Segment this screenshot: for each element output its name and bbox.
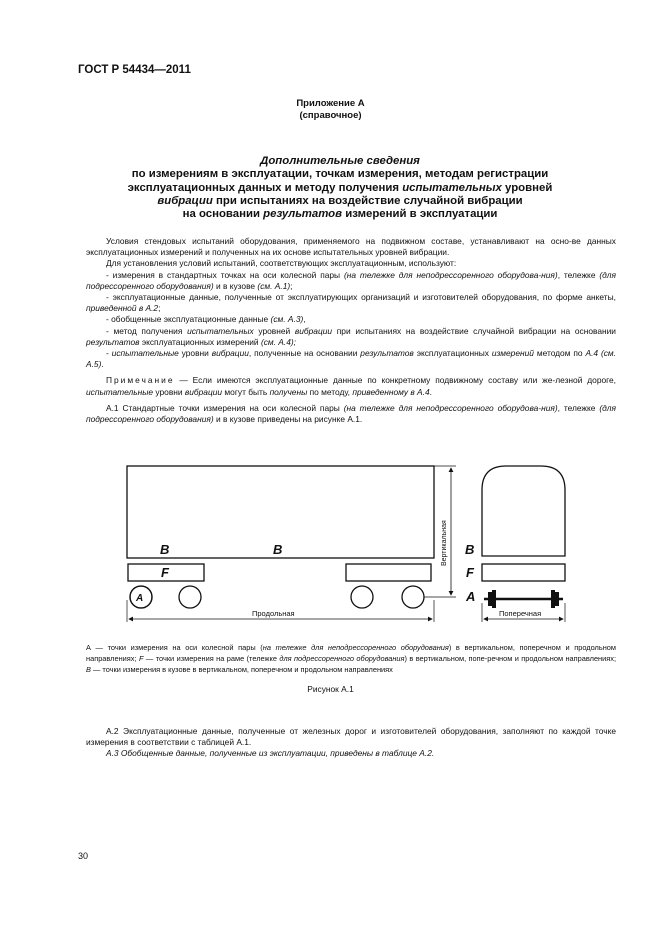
annex-title: Приложение А (296, 98, 365, 109)
paragraph-intro: Условия стендовых испытаний оборудования, применяемого на подвижном составе, устанавливают на осно-ве данных эксплуатационных измерений и полученных на их основе испытательных уровней вибрации. (86, 236, 616, 258)
list-item: - эксплуатационные данные, полученные от эксплуатирующих организаций и изготовителей оборудования, по форме анкеты, приведенной в А.2; (86, 292, 616, 314)
note: Примечание — Если имеются эксплуатационные данные по конкретному подвижному составу или же-лезной дороге, испытательные уровни вибрации могут быть получены по методу, приведенному в А.4. (86, 375, 616, 397)
paragraph-a1: А.1 Стандартные точки измерения на оси колесной пары (на тележке для неподрессоренного оборудова-ния), тележке (для подрессоренного оборудования) и в кузове приведены на рисунке А.1. (86, 402, 616, 425)
label-f-cross: F (466, 565, 474, 580)
title-line-5: на основании результатов измерений в эксплуатации (182, 208, 498, 221)
figure-a1-diagram (0, 455, 661, 635)
wheel-hub (551, 590, 555, 608)
paragraph-a2: А.2 Эксплуатационные данные, полученные от железных дорог и изготовителей оборудования, заполняют по каждой точке измерения в соответствии с таблицей А.1. (86, 726, 616, 748)
bogie-frame-right (346, 564, 431, 581)
document-header: ГОСТ Р 54434—2011 (78, 64, 191, 76)
annex-type: (справочное) (299, 110, 362, 121)
transverse-label: Поперечная (499, 609, 542, 618)
list-item: - обобщенные эксплуатационные данные (см. А.3), (106, 314, 306, 325)
wheel-hub (492, 590, 496, 608)
label-a-cross: A (466, 589, 476, 604)
wheel (179, 586, 201, 608)
cross-section-frame (482, 564, 565, 581)
title-line-1: Дополнительные сведения (260, 155, 420, 167)
title-line-2: по измерениям в эксплуатации, точкам измерения, методам регистрации (131, 168, 549, 181)
car-cross-section (482, 466, 565, 556)
figure-label: Рисунок А.1 (307, 684, 354, 694)
longitudinal-label: Продольная (252, 609, 295, 618)
title-line-3: эксплуатационных данных и методу получения испытательных уровней (127, 181, 553, 194)
list-item: - испытательные уровни вибрации, полученные на основании результатов эксплуатационных измерений методом по А.4 (см. А.5). (86, 348, 617, 370)
title-line-4: вибрации при испытаниях на воздействие случайной вибрации (157, 194, 523, 207)
after-figure-text (86, 726, 616, 760)
wheel (402, 586, 424, 608)
section-title (60, 155, 620, 221)
list-item: - измерения в стандартных точках на оси колесной пары (на тележке для неподрессоренного оборудова-ния), тележке (для подрессоренного оборудования) и в кузове (см. А.1); (86, 269, 616, 291)
paragraph-a3: А.3 Обобщенные данные, полученные из эксплуатации, приведены в таблице А.2. (106, 748, 435, 759)
wheel (351, 586, 373, 608)
list-item: - метод получения испытательных уровней вибрации при испытаниях на воздействие случайной вибрации на основании результатов эксплуатационных измерений (см. А.4); (86, 325, 616, 347)
page-number: 30 (78, 851, 89, 861)
label-a-left: A (136, 593, 144, 604)
paragraph-list-intro: Для установления условий испытаний, соответствующих эксплуатационным, используют: (106, 258, 457, 269)
body-text (86, 236, 616, 425)
vertical-label: Вертикальная (441, 520, 448, 566)
label-b-left: B (160, 542, 170, 557)
label-f-left: F (161, 565, 169, 580)
figure-caption: А — точки измерения на оси колесной пары (на тележке для неподрессоренного оборудования) в вертикальном, поперечном и продольном направлениях; F — точки измерения на раме (тележке для подрессоренного оборудования) в вертикальном, попе-речном и продольном направлениях; В — точки измерения в кузове в вертикальном, поперечном и продольном направлениях (86, 643, 617, 674)
label-b-center: B (273, 542, 283, 557)
label-b-cross: B (465, 542, 475, 557)
